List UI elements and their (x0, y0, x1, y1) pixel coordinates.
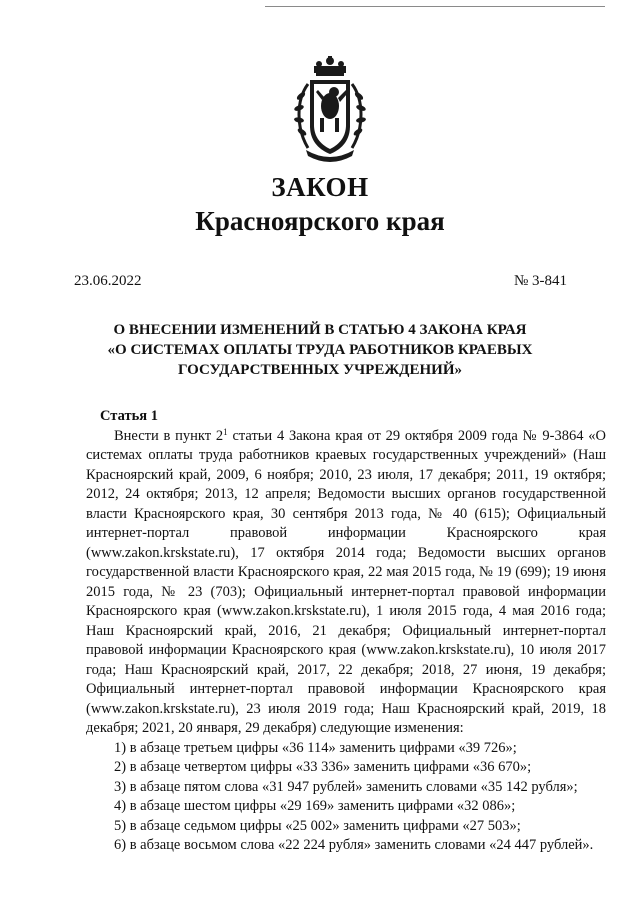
coat-of-arms-icon (292, 56, 368, 166)
amendment-item: 6) в абзаце восьмом слова «22 224 рубля» заменить словами «24 447 рублей». (114, 837, 594, 853)
amendment-item: 1) в абзаце третьем цифры «36 114» заменить цифрами «39 726»; (114, 739, 517, 756)
amendment-item: 5) в абзаце седьмом цифры «25 002» заменить цифрами «27 503»; (114, 817, 521, 834)
scan-top-rule (265, 6, 605, 7)
document-date: 23.06.2022 (74, 273, 142, 289)
article-intro-paragraph (86, 427, 606, 739)
law-heading-line: О ВНЕСЕНИИ ИЗМЕНЕНИЙ В СТАТЬЮ 4 ЗАКОНА КРАЯ (113, 322, 527, 338)
article-title: Статья 1 (100, 408, 158, 424)
law-heading (0, 320, 640, 380)
point-superscript: 1 (223, 426, 228, 437)
intro-text-start: Внести в пункт 2 (114, 427, 224, 444)
document-type-title: ЗАКОН (271, 172, 369, 202)
article-body (86, 407, 606, 856)
law-heading-line: «О СИСТЕМАХ ОПЛАТЫ ТРУДА РАБОТНИКОВ КРАЕВЫХ (107, 342, 533, 358)
amendment-item: 3) в абзаце пятом слова «31 947 рублей» заменить словами «35 142 рубля»; (114, 778, 578, 795)
intro-text-rest: статьи 4 Закона края от 29 октября 2009 года № 9-3864 «О системах оплаты труда работников краевых государственных учреждений» (Наш Красноярский край, 2009, 6 ноября; 2010, 23 июля, 17 декабря; 2011, 19 октября; 2012, 24 октября; 2013, 12 апреля; Ведомости высших органов государственной власти Красноярского края, 30 сентября 2013 года, № 40 (615); Официальный интернет-портал правовой информации Красноярского края (www.zakon.krskstate.ru), 17 октября 2014 года; Ведомости высших органов государственной власти Красноярского края, 22 мая 2015 года, № 19 (699); 19 июня 2015 года, № 23 (703); Официальный интернет-портал правовой информации Красноярского края (www.zakon.krskstate.ru), 1 июля 2015 года, 4 мая 2016 года; Наш Красноярский край, 2016, 21 декабря; Официальный интернет-портал правовой информации Красноярского края (www.zakon.krskstate.ru), 10 июля 2017 года; Наш Красноярский край, 2017, 22 декабря; 2018, 27 июня, 19 декабря; Официальный интернет-портал правовой информации Красноярского края (www.zakon.krskstate.ru), 23 июля 2019 года; Наш Красноярский край, 2019, 18 декабря; 2021, 20 января, 29 декабря) следующие изменения: (86, 427, 606, 736)
document-number: № 3-841 (514, 273, 568, 289)
amendment-item: 4) в абзаце шестом цифры «29 169» заменить цифрами «32 086»; (114, 798, 516, 814)
amendment-item: 2) в абзаце четвертом цифры «33 336» заменить цифрами «36 670»; (114, 759, 532, 775)
document-region-subtitle: Красноярского края (195, 206, 445, 236)
law-heading-line: ГОСУДАРСТВЕННЫХ УЧРЕЖДЕНИЙ» (178, 362, 462, 378)
